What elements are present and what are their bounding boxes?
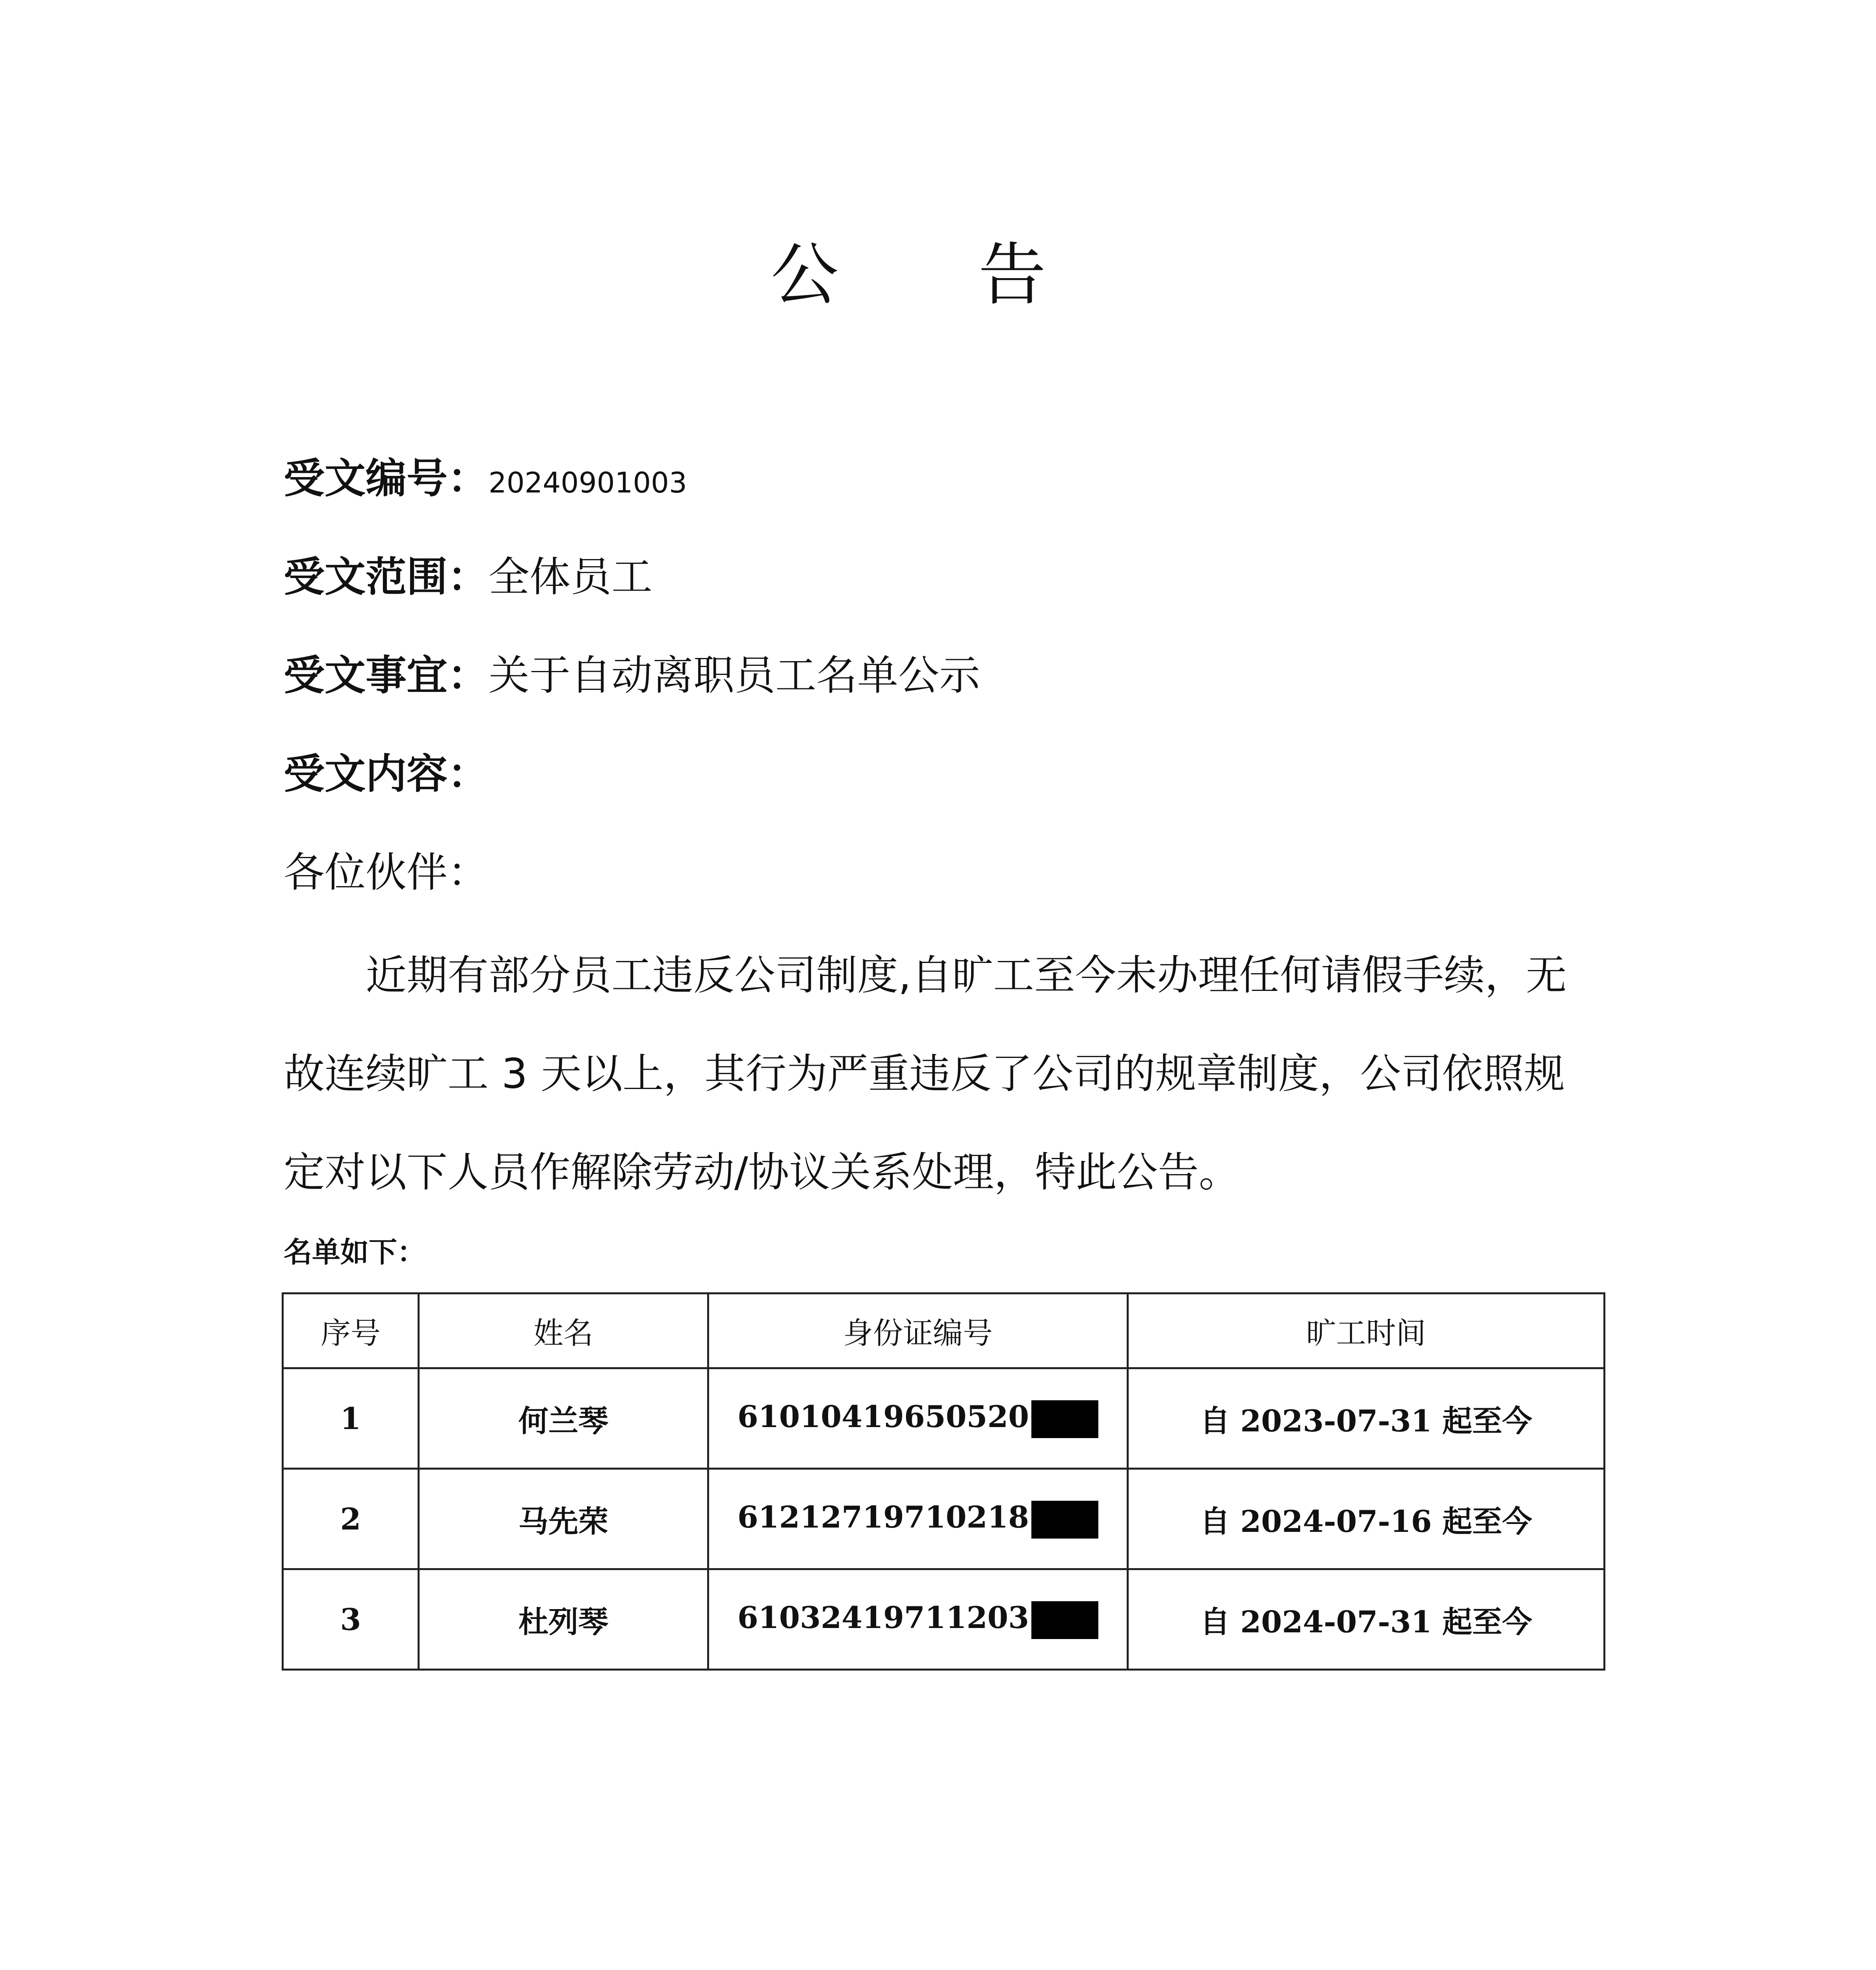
row-name: 何兰琴 [419, 1368, 708, 1469]
matter-row [284, 642, 980, 701]
row-id-cell [708, 1569, 1128, 1670]
header-period: 旷工时间 [1128, 1294, 1605, 1368]
scope-label: 受文范围： [284, 553, 489, 601]
row-name: 马先荣 [419, 1469, 708, 1569]
row-no: 1 [283, 1368, 419, 1469]
greeting: 各位伙伴： [284, 848, 489, 896]
row-period: 自 2024-07-31 起至今 [1128, 1569, 1605, 1670]
doc-number-row [284, 445, 687, 504]
row-id-cell [708, 1368, 1128, 1469]
content-row [284, 741, 489, 800]
row-id: 61212719710218 [737, 1499, 1029, 1535]
list-title: 名单如下： [284, 1236, 426, 1269]
doc-number-value: 20240901003 [489, 466, 687, 499]
table-row [283, 1469, 1605, 1569]
redaction-box [1031, 1601, 1098, 1639]
table-row [283, 1368, 1605, 1469]
scope-row [284, 544, 652, 603]
row-no: 2 [283, 1469, 419, 1569]
matter-value: 关于自动离职员工名单公示 [489, 651, 981, 699]
row-period: 自 2023-07-31 起至今 [1128, 1368, 1605, 1469]
row-id: 61010419650520 [737, 1399, 1029, 1434]
redaction-box [1031, 1400, 1098, 1438]
row-period: 自 2024-07-16 起至今 [1128, 1469, 1605, 1569]
header-name: 姓名 [419, 1294, 708, 1368]
header-id: 身份证编号 [708, 1294, 1128, 1368]
header-no: 序号 [283, 1294, 419, 1368]
employee-table [282, 1292, 1605, 1671]
matter-label: 受文事宜： [284, 651, 489, 699]
row-no: 3 [283, 1569, 419, 1670]
body-paragraph: 近期有部分员工违反公司制度,自旷工至今未办理任何请假手续，无故连续旷工 3 天以上，其行为严重违反了公司的规章制度，公司依照规定对以下人员作解除劳动/协议关系处理，特此公告。 [284, 951, 1567, 1196]
row-id-cell [708, 1469, 1128, 1569]
row-id: 61032419711203 [737, 1600, 1029, 1635]
redaction-box [1031, 1501, 1098, 1539]
scope-value: 全体员工 [489, 553, 653, 601]
document-title: 公 告 [771, 235, 1105, 314]
row-name: 杜列琴 [419, 1569, 708, 1670]
table-header-row [283, 1294, 1605, 1368]
doc-number-label: 受文编号： [284, 454, 489, 502]
table-row [283, 1569, 1605, 1670]
content-label: 受文内容： [284, 750, 489, 798]
